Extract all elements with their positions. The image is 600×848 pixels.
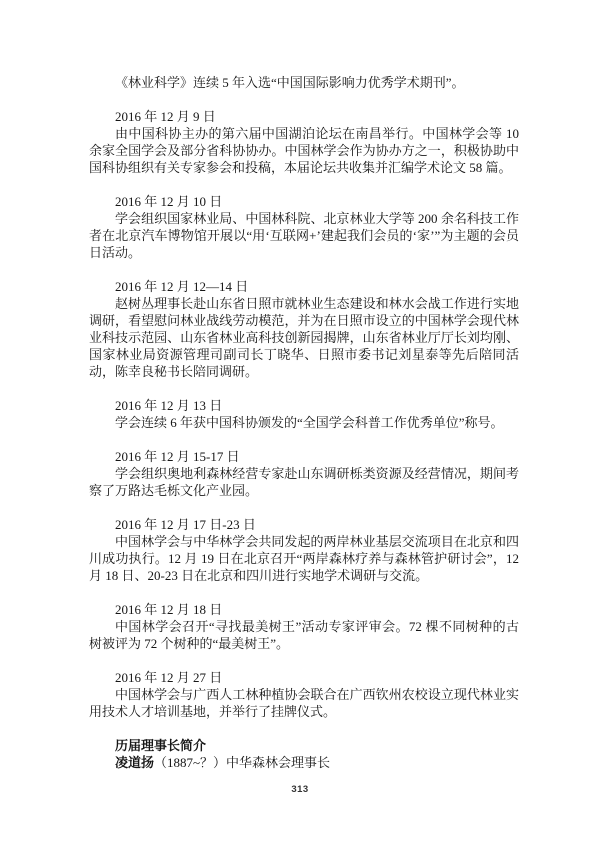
entry-text: 由中国科协主办的第六届中国湖泊论坛在南昌举行。中国林学会等 10 余家全国学会及部分省科协协办。中国林学会作为协办方之一，积极协助中国科协组织有关专家参会和投稿，本届论坛共收集并汇编学术论文 58 篇。 bbox=[89, 126, 519, 175]
entry-date: 2016 年 12 月 27 日 bbox=[115, 670, 223, 685]
chronicle-entry bbox=[89, 516, 519, 584]
entry-text: 学会组织奥地利森林经营专家赴山东调研栎类资源及经营情况，期间考察了万路达毛栎文化产业园。 bbox=[89, 466, 519, 498]
entry-date: 2016 年 12 月 10 日 bbox=[115, 194, 223, 209]
entry-date: 2016 年 12 月 12—14 日 bbox=[115, 279, 249, 294]
entry-text: 学会组织国家林业局、中国林科院、北京林业大学等 200 余名科技工作者在北京汽车博物馆开展以“用‘互联网+’建起我们会员的‘家’”为主题的会员日活动。 bbox=[89, 211, 519, 260]
intro-paragraph: 《林业科学》连续 5 年入选“中国国际影响力优秀学术期刊”。 bbox=[115, 75, 465, 90]
chronicle-entry bbox=[89, 448, 519, 499]
entry-text: 中国林学会与中华林学会共同发起的两岸林业基层交流项目在北京和四川成功执行。12 月 19 日在北京召开“两岸森林疗养与森林管护研讨会”，12 月 18 日、20-23 日在北京和四川进行实地学术调研与交流。 bbox=[89, 534, 519, 583]
entry-date: 2016 年 12 月 9 日 bbox=[115, 109, 216, 124]
entry-text: 学会连续 6 年获中国科协颁发的“全国学会科普工作优秀单位”称号。 bbox=[115, 415, 504, 430]
chairman-bio bbox=[89, 754, 519, 771]
chronicle-entry bbox=[89, 669, 519, 720]
entry-text: 赵树丛理事长赴山东省日照市就林业生态建设和林水会战工作进行实地调研，看望慰问林业战线劳动模范，并为在日照市设立的中国林学会现代林业科技示范园、山东省林业高科技创新园揭牌，山东省林业厅厅长刘均刚、国家林业局资源管理司副司长丁晓华、日照市委书记刘星泰等先后陪同活动，陈幸良秘书长陪同调研。 bbox=[89, 296, 519, 379]
entry-text: 中国林学会召开“寻找最美树王”活动专家评审会。72 棵不同树种的古树被评为 72 个树种的“最美树王”。 bbox=[89, 619, 519, 651]
chronicle-entry bbox=[89, 193, 519, 261]
bio-detail: （1887~？）中华森林会理事长 bbox=[154, 755, 331, 770]
entry-date: 2016 年 12 月 13 日 bbox=[115, 398, 223, 413]
section-heading: 历届理事长简介 bbox=[115, 738, 207, 753]
entry-text: 中国林学会与广西人工林种植协会联合在广西钦州农校设立现代林业实用技术人才培训基地，并举行了挂牌仪式。 bbox=[89, 687, 519, 719]
page-content bbox=[89, 74, 519, 771]
page-number: 313 bbox=[291, 784, 309, 795]
bio-name: 凌道扬 bbox=[115, 755, 155, 770]
chronicle-entry bbox=[89, 397, 519, 431]
chronicle-entry bbox=[89, 278, 519, 380]
chronicle-entry bbox=[89, 601, 519, 652]
chronicle-entry bbox=[89, 108, 519, 176]
entry-date: 2016 年 12 月 17 日-23 日 bbox=[115, 517, 256, 532]
entry-date: 2016 年 12 月 18 日 bbox=[115, 602, 223, 617]
entry-date: 2016 年 12 月 15-17 日 bbox=[115, 449, 240, 464]
